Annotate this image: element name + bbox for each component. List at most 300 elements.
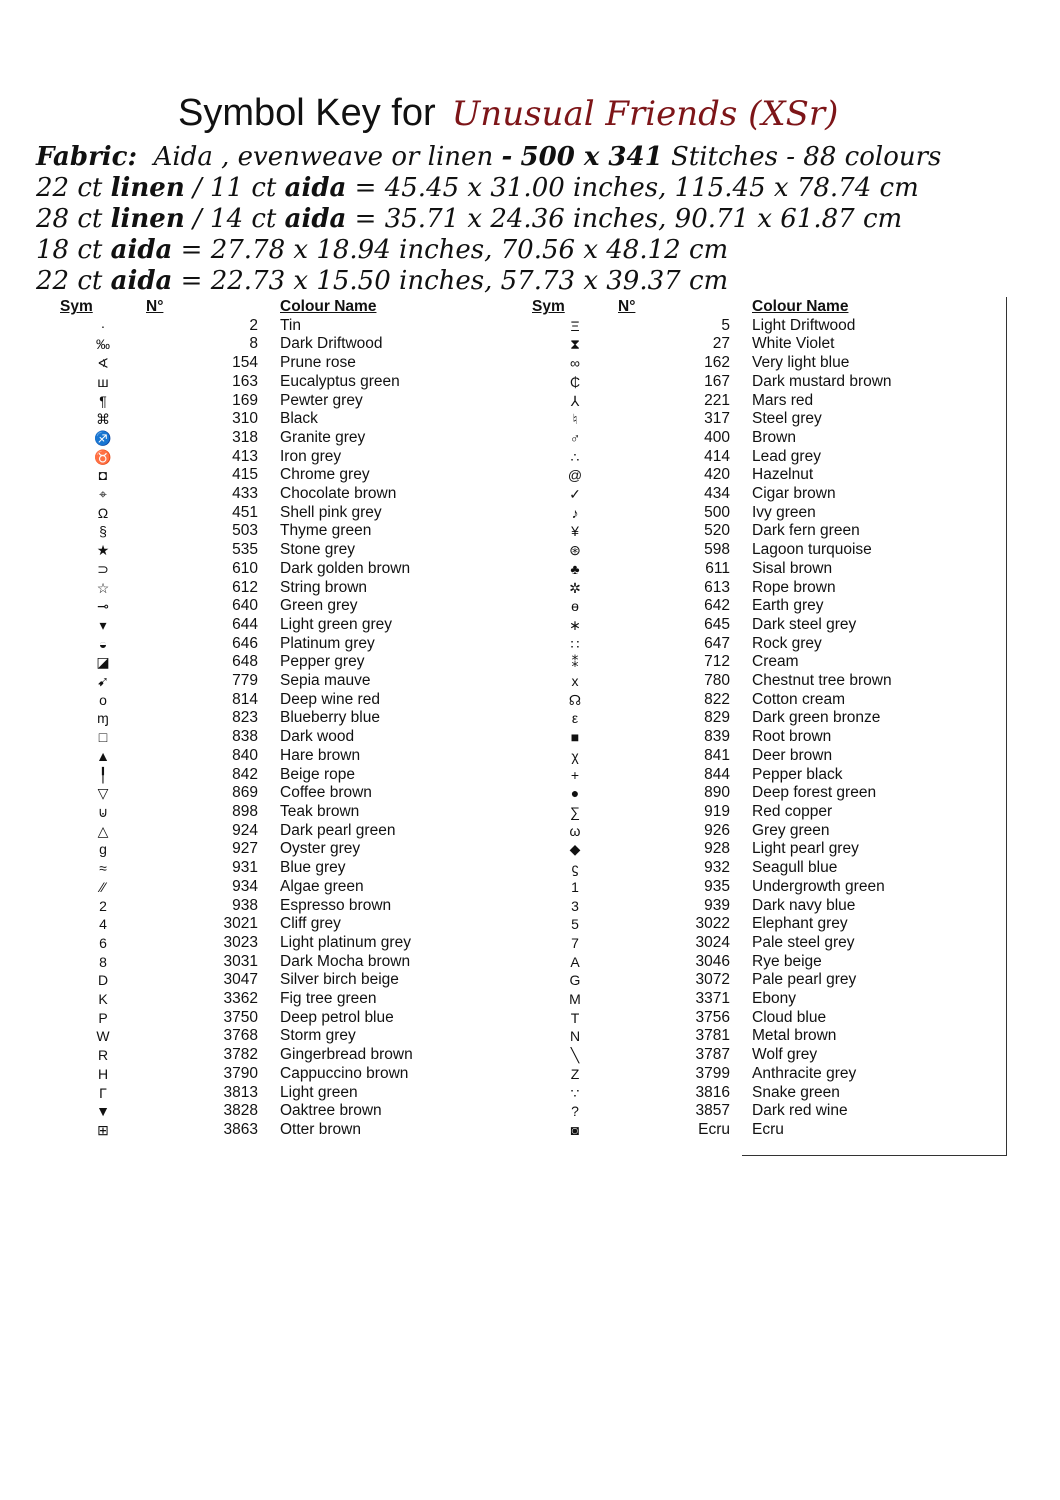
gap — [258, 784, 280, 803]
symbol-cell: o — [99, 691, 107, 708]
fabric-name: linen — [110, 204, 185, 234]
colour-name-cell: Green grey — [280, 597, 358, 615]
gap — [258, 504, 280, 523]
colour-name-cell: Deep wine red — [280, 690, 380, 708]
colour-name-cell: Fig tree green — [280, 990, 377, 1008]
table-row — [60, 1046, 520, 1065]
table-row — [60, 840, 520, 859]
colour-name-cell: Light pearl grey — [752, 840, 859, 858]
symbol-cell: ⧗ — [570, 336, 580, 353]
table-row — [60, 784, 520, 803]
gap — [730, 560, 752, 579]
table-row — [532, 616, 992, 635]
symbol-cell: ⊸ — [97, 598, 109, 615]
table-row — [60, 990, 520, 1009]
number-cell: 3782 — [223, 1046, 258, 1064]
number-cell: 613 — [704, 578, 730, 596]
gap — [258, 560, 280, 579]
symbol-cell: ☊ — [568, 691, 582, 708]
colour-name-cell: Dark steel grey — [752, 615, 857, 633]
number-cell: 3787 — [695, 1046, 730, 1064]
table-row — [532, 915, 992, 934]
gap — [258, 298, 280, 317]
table-row — [532, 728, 992, 747]
colour-name-cell: Sisal brown — [752, 559, 833, 577]
gap — [730, 709, 752, 728]
colour-name-cell: Ecru — [752, 1120, 784, 1138]
symbol-cell: ϛ — [571, 860, 579, 877]
colour-name-cell: Granite grey — [280, 428, 366, 446]
symbol-cell: 4 — [99, 916, 107, 933]
symbol-cell: · — [100, 317, 106, 334]
symbol-cell: ∑ — [570, 803, 580, 820]
colour-name-cell: Teak brown — [280, 802, 360, 820]
number-cell: 3362 — [223, 990, 258, 1008]
number-cell: 841 — [704, 746, 730, 764]
number-cell: 162 — [704, 354, 730, 372]
number-cell: 167 — [704, 372, 730, 390]
number-cell: 612 — [232, 578, 258, 596]
symbol-cell: R — [97, 1047, 109, 1064]
table-row — [532, 897, 992, 916]
stitch-info: Stitches - 88 colours — [670, 142, 942, 172]
table-row — [532, 485, 992, 504]
symbol-cell: ◘ — [98, 467, 108, 484]
symbol-cell: 3 — [571, 897, 579, 914]
table-row — [60, 653, 520, 672]
table-row — [532, 1121, 992, 1140]
table-row — [60, 822, 520, 841]
number-cell: 500 — [704, 503, 730, 521]
colour-name-cell: Silver birch beige — [280, 971, 399, 989]
table-row — [60, 709, 520, 728]
number-cell: 939 — [704, 896, 730, 914]
gap — [730, 616, 752, 635]
table-row — [532, 859, 992, 878]
table-row — [532, 953, 992, 972]
colour-name-cell: Snake green — [752, 1083, 840, 1101]
colour-name-cell: Oyster grey — [280, 840, 361, 858]
symbol-cell: ✓ — [569, 486, 581, 503]
colour-name-cell: Brown — [752, 428, 796, 446]
colour-name-cell: Deep petrol blue — [280, 1008, 394, 1026]
number-cell: 414 — [704, 447, 730, 465]
colour-name-cell: Rye beige — [752, 952, 822, 970]
number-cell: 3756 — [695, 1008, 730, 1026]
colour-name-cell: Deep forest green — [752, 784, 877, 802]
stitch-size: 500 x 341 — [520, 142, 663, 172]
colour-name-cell: Hare brown — [280, 746, 361, 764]
gap — [730, 392, 752, 411]
number-cell: 3781 — [695, 1027, 730, 1045]
number-cell: 221 — [704, 391, 730, 409]
table-row — [532, 335, 992, 354]
symbol-cell: ☆ — [96, 579, 110, 596]
gap — [258, 1009, 280, 1028]
number-cell: 451 — [232, 503, 258, 521]
colour-name-cell: Light green grey — [280, 615, 393, 633]
symbol-cell: ♪ — [571, 504, 579, 521]
gap — [730, 579, 752, 598]
table-row — [532, 392, 992, 411]
number-cell: 640 — [232, 597, 258, 615]
table-row — [532, 840, 992, 859]
number-cell: 844 — [704, 765, 730, 783]
gap — [258, 822, 280, 841]
number-cell: 838 — [232, 728, 258, 746]
gap — [258, 597, 280, 616]
colour-name-cell: Pepper black — [752, 765, 843, 783]
gap — [258, 897, 280, 916]
table-row — [60, 747, 520, 766]
gap — [258, 1084, 280, 1103]
symbol-cell: ▾ — [99, 616, 107, 633]
colour-name-cell: Platinum grey — [280, 634, 375, 652]
dimensions: = 27.78 x 18.94 inches, 70.56 x 48.12 cm — [180, 235, 729, 265]
symbol-cell: H — [97, 1065, 109, 1082]
number-cell: 535 — [232, 541, 258, 559]
table-row — [60, 485, 520, 504]
number-cell: 3863 — [223, 1120, 258, 1138]
symbol-cell: ? — [571, 1103, 579, 1120]
fabric-label: Fabric: — [36, 142, 138, 172]
symbol-cell: § — [99, 523, 107, 540]
number-cell: 2 — [249, 316, 258, 334]
table-row — [60, 878, 520, 897]
colour-name-cell: Cappuccino brown — [280, 1064, 409, 1082]
table-row — [532, 822, 992, 841]
table-row — [60, 859, 520, 878]
gap — [258, 541, 280, 560]
table-row — [532, 1046, 992, 1065]
number-cell: 823 — [232, 709, 258, 727]
number-cell: 310 — [232, 410, 258, 428]
gap — [258, 522, 280, 541]
number-cell: 934 — [232, 877, 258, 895]
fabric-name: aida — [284, 173, 347, 203]
symbol-cell: M — [569, 991, 581, 1008]
number-cell: 598 — [704, 541, 730, 559]
symbol-cell: ∴ — [570, 448, 580, 465]
fabric-name: aida — [284, 204, 347, 234]
symbol-cell: ╿ — [98, 766, 108, 783]
symbol-table-left — [60, 298, 520, 1140]
number-cell: 869 — [232, 784, 258, 802]
symbol-cell: □ — [98, 729, 108, 746]
number-cell: 814 — [232, 690, 258, 708]
table-row — [60, 335, 520, 354]
symbol-cell: x — [571, 673, 579, 690]
gap — [730, 448, 752, 467]
symbol-cell: Ξ — [570, 317, 580, 334]
table-row — [532, 504, 992, 523]
count-label: 22 ct — [36, 173, 103, 203]
number-cell: 926 — [704, 821, 730, 839]
colour-name-cell: Light platinum grey — [280, 933, 411, 951]
symbol-cell: ∵ — [570, 1084, 580, 1101]
number-cell: 712 — [704, 653, 730, 671]
symbol-cell: ¥ — [571, 523, 579, 540]
gap — [258, 672, 280, 691]
number-cell: 163 — [232, 372, 258, 390]
colour-name-cell: Wolf grey — [752, 1046, 818, 1064]
table-row — [60, 1065, 520, 1084]
gap — [730, 990, 752, 1009]
symbol-cell: T — [570, 1009, 580, 1026]
gap — [730, 934, 752, 953]
colour-name-cell: Storm grey — [280, 1027, 356, 1045]
gap — [730, 878, 752, 897]
colour-name-cell: Prune rose — [280, 354, 356, 372]
symbol-cell: ╲ — [570, 1047, 580, 1064]
gap — [258, 429, 280, 448]
number-cell: 3046 — [695, 952, 730, 970]
colour-name-cell: Mars red — [752, 391, 814, 409]
symbol-cell: ▽ — [97, 785, 109, 802]
gap — [258, 840, 280, 859]
number-cell: 928 — [704, 840, 730, 858]
table-row — [60, 1009, 520, 1028]
fabric-name: linen — [110, 173, 185, 203]
number-cell: 924 — [232, 821, 258, 839]
number-cell: 3072 — [695, 971, 730, 989]
table-row — [532, 934, 992, 953]
symbol-rows-left — [60, 317, 520, 1140]
table-row — [532, 784, 992, 803]
table-row — [60, 934, 520, 953]
table-row — [60, 541, 520, 560]
colour-name-cell: Light Driftwood — [752, 316, 856, 334]
gap — [730, 1027, 752, 1046]
gap — [730, 803, 752, 822]
table-row — [532, 971, 992, 990]
number-cell: 829 — [704, 709, 730, 727]
table-row — [60, 971, 520, 990]
table-row — [60, 560, 520, 579]
symbol-cell: 8 — [99, 953, 107, 970]
number-cell: 890 — [704, 784, 730, 802]
symbol-cell: ∞ — [570, 355, 580, 372]
symbol-cell: ω — [569, 822, 581, 839]
colour-name-cell: Coffee brown — [280, 784, 372, 802]
table-row — [532, 560, 992, 579]
symbol-cell: N — [569, 1028, 581, 1045]
colour-name-cell: Root brown — [752, 728, 832, 746]
symbol-cell: ♮ — [572, 411, 578, 428]
number-cell: 3047 — [223, 971, 258, 989]
table-border-bottom — [742, 1155, 1007, 1156]
symbol-cell: K — [98, 991, 108, 1008]
gap — [258, 354, 280, 373]
gap — [730, 653, 752, 672]
symbol-cell: χ — [571, 747, 579, 764]
number-cell: 931 — [232, 859, 258, 877]
table-row — [532, 691, 992, 710]
table-row — [532, 410, 992, 429]
fabric-sep: - — [501, 142, 513, 172]
table-row — [60, 1102, 520, 1121]
gap — [258, 971, 280, 990]
gap — [258, 335, 280, 354]
table-row — [60, 373, 520, 392]
number-cell: 3813 — [223, 1083, 258, 1101]
size-line-22ct-aida — [36, 266, 941, 297]
table-row — [532, 803, 992, 822]
symbol-cell: ♣ — [570, 560, 580, 577]
symbol-cell: ∷ — [570, 635, 580, 652]
table-row — [60, 354, 520, 373]
colour-name-cell: Otter brown — [280, 1120, 361, 1138]
colour-name-cell: Chocolate brown — [280, 485, 397, 503]
symbol-cell: W — [96, 1028, 110, 1045]
colour-name-cell: Pale pearl grey — [752, 971, 857, 989]
table-row — [60, 504, 520, 523]
symbol-cell: △ — [97, 822, 109, 839]
colour-name-cell: Ebony — [752, 990, 796, 1008]
table-row — [60, 579, 520, 598]
symbol-cell: D — [97, 972, 109, 989]
colour-name-cell: Lagoon turquoise — [752, 541, 872, 559]
gap — [730, 840, 752, 859]
number-cell: 780 — [704, 672, 730, 690]
symbol-cell: A — [570, 953, 580, 970]
symbol-cell: ɱ — [97, 710, 109, 727]
page-title — [178, 92, 838, 135]
sym-header: Sym — [532, 298, 565, 315]
symbol-cell: 6 — [99, 934, 107, 951]
table-row — [532, 597, 992, 616]
table-row — [532, 429, 992, 448]
table-row — [532, 466, 992, 485]
number-cell: 839 — [704, 728, 730, 746]
gap — [730, 897, 752, 916]
symbol-cell: ✲ — [569, 579, 581, 596]
colour-name-cell: Elephant grey — [752, 915, 848, 933]
gap — [730, 373, 752, 392]
number-cell: 400 — [704, 428, 730, 446]
count-label: / 11 ct — [193, 173, 277, 203]
table-row — [532, 1084, 992, 1103]
number-cell: 3816 — [695, 1083, 730, 1101]
table-row — [60, 915, 520, 934]
table-row — [532, 354, 992, 373]
table-row — [60, 522, 520, 541]
symbol-cell: ● — [570, 785, 580, 802]
number-cell: 646 — [232, 634, 258, 652]
table-header — [532, 298, 992, 317]
gap — [730, 541, 752, 560]
gap — [730, 298, 752, 317]
dimensions: = 45.45 x 31.00 inches, 115.45 x 78.74 cm — [354, 173, 919, 203]
table-row — [532, 635, 992, 654]
number-cell: 420 — [704, 466, 730, 484]
number-cell: 318 — [232, 428, 258, 446]
colour-name-cell: Lead grey — [752, 447, 821, 465]
colour-name-header: Colour Name — [752, 298, 849, 315]
table-row — [532, 672, 992, 691]
number-cell: 154 — [232, 354, 258, 372]
table-row — [532, 1065, 992, 1084]
symbol-cell: ⌖ — [99, 486, 107, 503]
table-row — [60, 1121, 520, 1140]
colour-name-cell: Cotton cream — [752, 690, 846, 708]
symbol-table-right — [532, 298, 992, 1140]
gap — [258, 392, 280, 411]
number-cell: 919 — [704, 802, 730, 820]
table-row — [60, 691, 520, 710]
colour-name-cell: Cloud blue — [752, 1008, 827, 1026]
fabric-info — [36, 142, 941, 297]
number-cell: 3790 — [223, 1064, 258, 1082]
number-cell: 3857 — [695, 1102, 730, 1120]
table-row — [532, 541, 992, 560]
table-row — [60, 616, 520, 635]
table-row — [60, 448, 520, 467]
colour-name-cell: Pale steel grey — [752, 933, 855, 951]
table-row — [60, 317, 520, 336]
gap — [258, 1027, 280, 1046]
number-cell: 611 — [705, 559, 730, 577]
gap — [730, 859, 752, 878]
number-cell: 3031 — [223, 952, 258, 970]
symbol-cell: ♉ — [94, 448, 112, 465]
colour-name-cell: Cliff grey — [280, 915, 341, 933]
size-line-22ct-linen — [36, 173, 941, 204]
symbol-cell: @ — [567, 467, 583, 484]
symbol-cell: ⊍ — [97, 803, 109, 820]
colour-name-cell: Red copper — [752, 802, 833, 820]
fabric-line — [36, 142, 941, 173]
fabric-name: aida — [110, 235, 173, 265]
symbol-cell: ¶ — [99, 392, 107, 409]
table-row — [532, 579, 992, 598]
sym-header: Sym — [60, 298, 93, 315]
num-header: N° — [146, 298, 164, 315]
table-row — [532, 1102, 992, 1121]
number-cell: 433 — [232, 485, 258, 503]
number-cell: 3750 — [223, 1008, 258, 1026]
gap — [730, 915, 752, 934]
symbol-cell: ➹ — [97, 673, 109, 690]
number-cell: 5 — [721, 316, 730, 334]
gap — [258, 766, 280, 785]
table-row — [532, 878, 992, 897]
symbol-cell: ⁄⁄ — [100, 878, 106, 895]
symbol-cell: ■ — [570, 729, 580, 746]
number-cell: Ecru — [698, 1120, 730, 1138]
gap — [730, 635, 752, 654]
table-row — [60, 466, 520, 485]
colour-name-cell: Very light blue — [752, 354, 850, 372]
colour-name-cell: Blueberry blue — [280, 709, 380, 727]
colour-name-cell: Sepia mauve — [280, 672, 371, 690]
gap — [730, 597, 752, 616]
colour-name-header: Colour Name — [280, 298, 377, 315]
number-cell: 434 — [704, 485, 730, 503]
symbol-cell: 5 — [571, 916, 579, 933]
table-row — [60, 410, 520, 429]
number-cell: 648 — [232, 653, 258, 671]
colour-name-cell: String brown — [280, 578, 368, 596]
gap — [730, 485, 752, 504]
table-row — [60, 728, 520, 747]
gap — [730, 466, 752, 485]
symbol-cell: Γ — [99, 1084, 107, 1101]
gap — [258, 859, 280, 878]
gap — [258, 373, 280, 392]
symbol-cell: + — [570, 766, 580, 783]
symbol-cell: ≈ — [99, 860, 107, 877]
